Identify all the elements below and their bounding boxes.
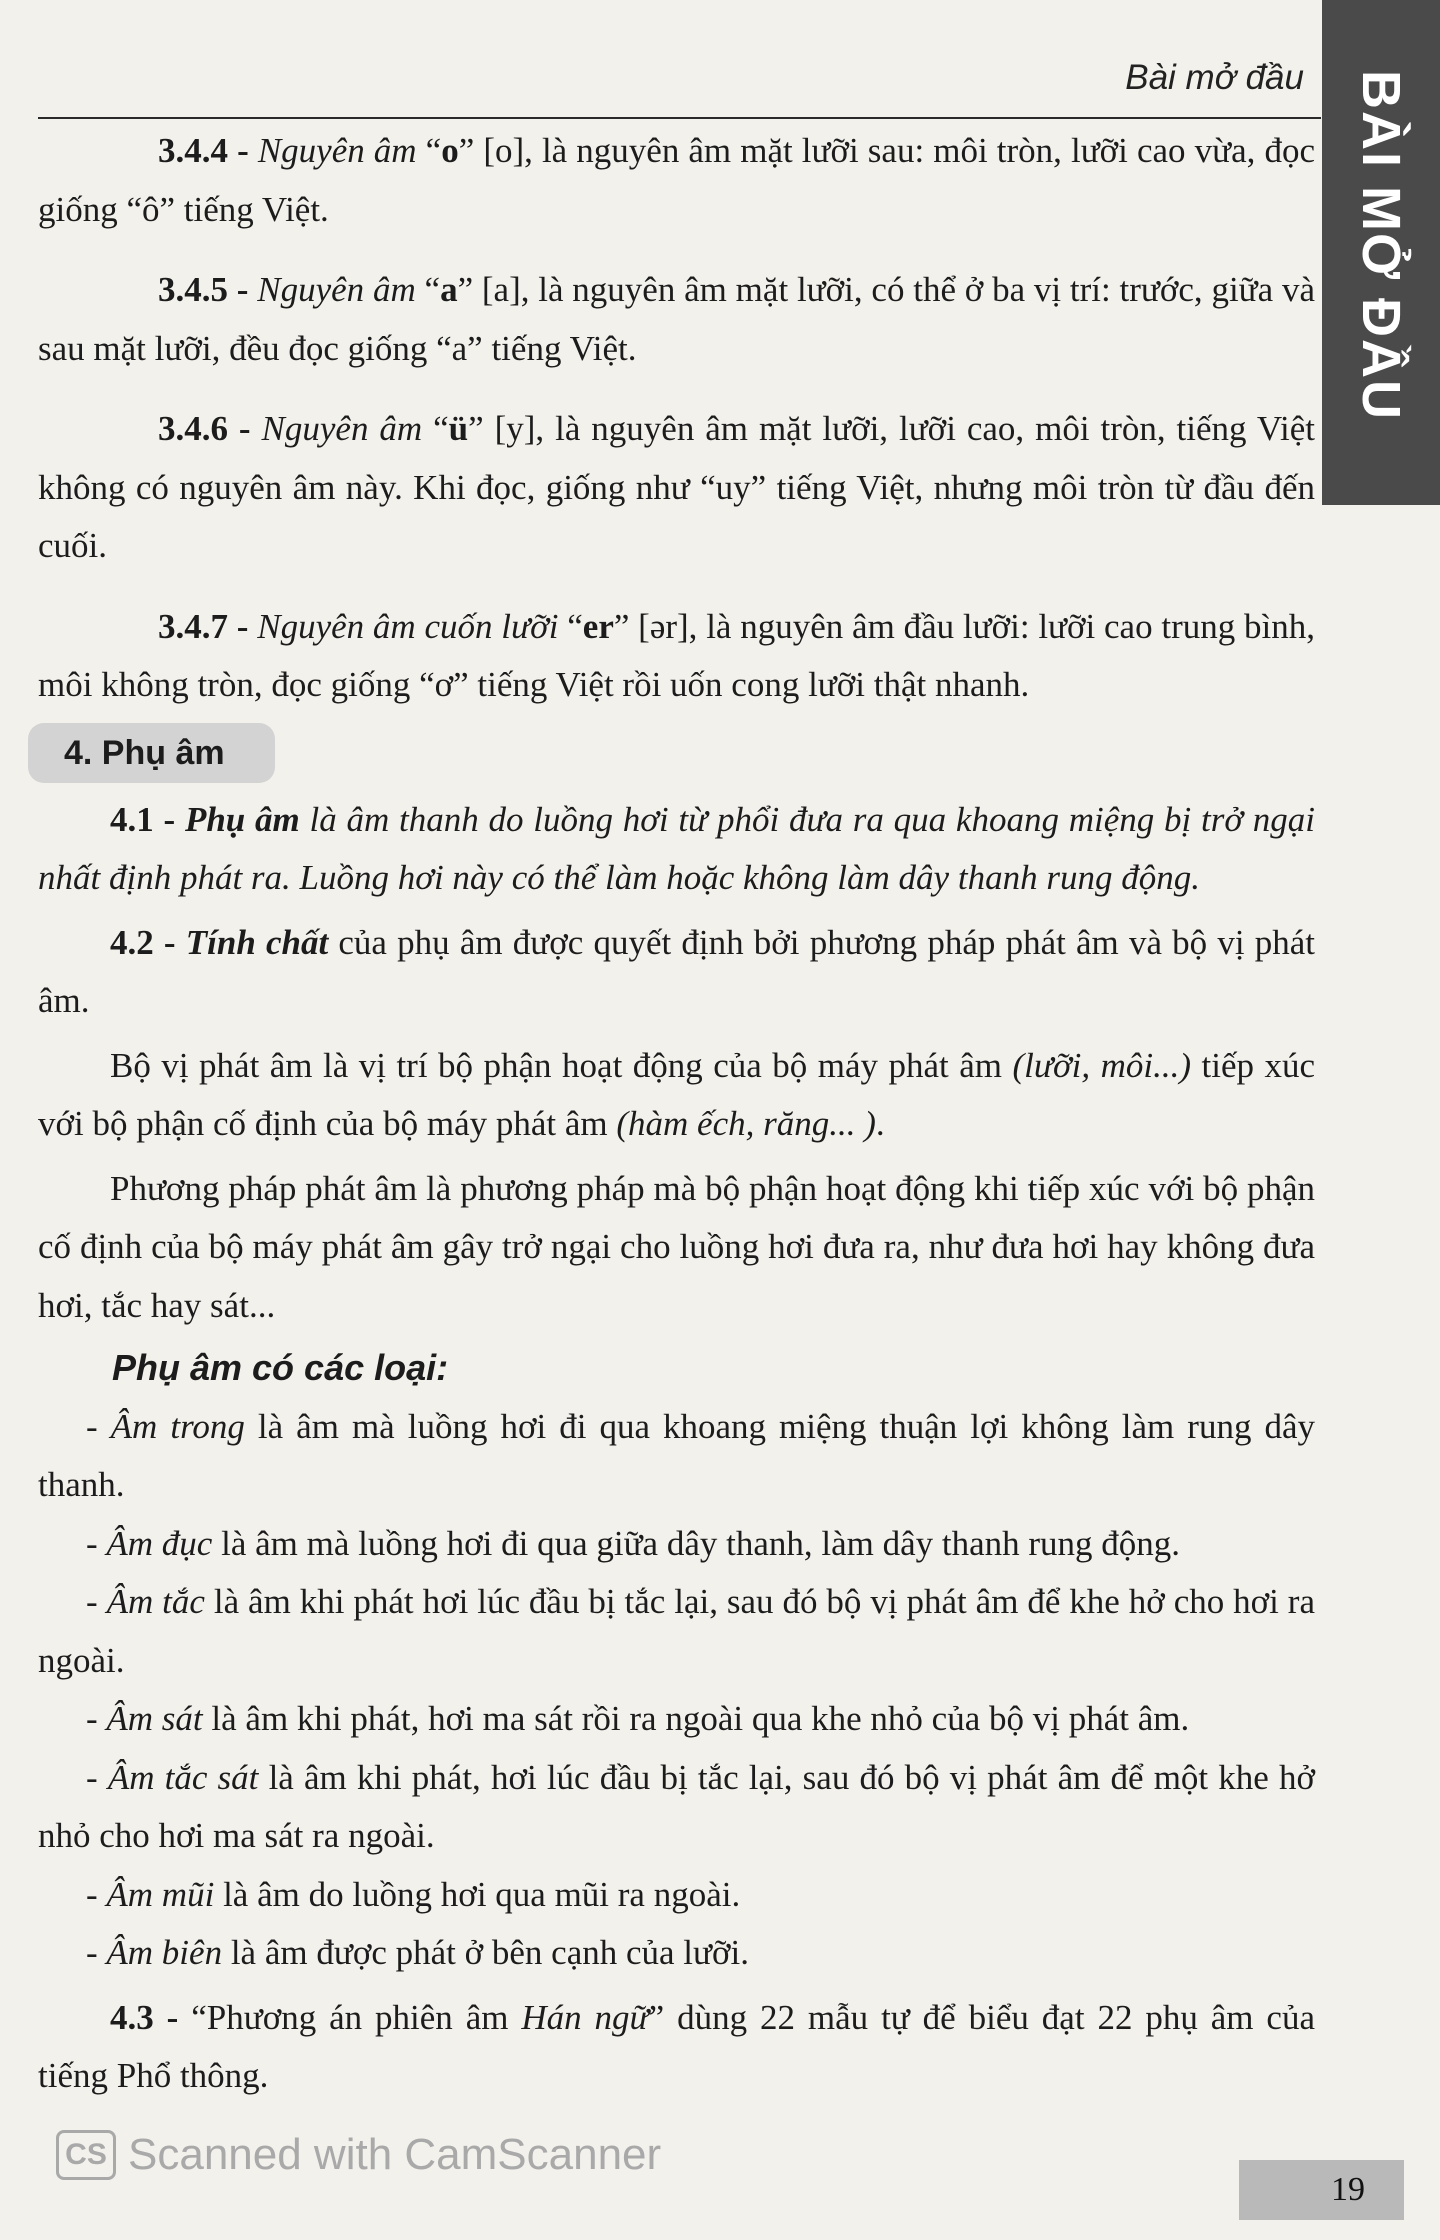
paragraph-text: ” [y], là nguyên âm mặt lưỡi, lưỡi cao, môi tròn, tiếng Việt không có nguyên âm này. Khi đọc, giống như “uy” tiếng Việt, nhưng môi tròn từ đầu đến cuối. bbox=[38, 409, 1316, 565]
paragraph-text: của phụ âm được quyết định bởi phương pháp phát âm và bộ vị phát âm. bbox=[38, 922, 1316, 1020]
quote-mark: “ bbox=[422, 409, 449, 448]
section-heading: 4. Phụ âm bbox=[28, 723, 275, 783]
paragraph-text: ” [ər], là nguyên âm đầu lưỡi: lưỡi cao trung bình, môi không tròn, đọc giống “ơ” tiếng Việt rồi uốn cong lưỡi thật nhanh. bbox=[38, 606, 1315, 704]
paragraph-number: 3.4.4 - bbox=[158, 131, 249, 170]
type-term: Âm tắc bbox=[106, 1582, 205, 1621]
scanner-text: Scanned with CamScanner bbox=[128, 2130, 662, 2179]
paragraph-number: 3.4.7 - bbox=[158, 606, 249, 646]
list-item: - Âm sát là âm khi phát, hơi ma sát rồi ra ngoài qua khe nhỏ của bộ vị phát âm. bbox=[86, 1699, 1190, 1738]
paragraph-number: 4.2 - bbox=[110, 922, 176, 962]
paragraph-number: 3.4.6 - bbox=[158, 409, 251, 448]
list-item: - Âm mũi là âm do luồng hơi qua mũi ra ngoài. bbox=[86, 1874, 741, 1914]
type-text: là âm mà luồng hơi đi qua khoang miệng thuận lợi không làm rung dây thanh. bbox=[38, 1406, 1315, 1504]
paragraph-text: là âm thanh do luồng hơi từ phổi đưa ra qua khoang miệng bị trở ngại nhất định phát ra. Luồng hơi này có thể làm hoặc không làm dây thanh rung động. bbox=[38, 799, 1316, 897]
type-term: Âm đục bbox=[106, 1523, 213, 1563]
quote-mark: “ bbox=[415, 270, 441, 309]
paragraph-bo-vi bbox=[38, 1037, 1315, 1154]
subheading-types: Phụ âm có các loại: bbox=[112, 1347, 449, 1388]
type-text: là âm do luồng hơi qua mũi ra ngoài. bbox=[214, 1874, 741, 1914]
paragraph-number: 4.3 - bbox=[110, 1997, 179, 2037]
type-text: là âm được phát ở bên cạnh của lưỡi. bbox=[222, 1933, 749, 1972]
paragraph-3-4-4 bbox=[38, 122, 1315, 239]
text-span: tiếp xúc với bộ phận cố định của bộ máy phát âm bbox=[38, 1045, 1315, 1143]
type-text: là âm khi phát, hơi lúc đầu bị tắc lại, sau đó bộ vị phát âm để một khe hở nhỏ cho hơi ma sát ra ngoài. bbox=[38, 1757, 1316, 1855]
consonant-type-list bbox=[38, 1398, 1315, 1983]
paragraph-3-4-5 bbox=[38, 261, 1315, 378]
paragraph-text: ” [o], là nguyên âm mặt lưỡi sau: môi tròn, lưỡi cao vừa, đọc giống “ô” tiếng Việt. bbox=[38, 131, 1315, 229]
running-header: Bài mở đầu bbox=[1125, 58, 1304, 97]
paragraph-number: 4.1 - bbox=[110, 799, 176, 839]
vowel-term: Nguyên âm bbox=[257, 131, 417, 170]
list-item: - Âm trong là âm mà luồng hơi đi qua khoang miệng thuận lợi không làm rung dây thanh. bbox=[38, 1406, 1315, 1504]
term-phu-am: Phụ âm bbox=[184, 799, 300, 839]
vowel-letter: a bbox=[440, 270, 458, 309]
italic-span: Hán ngữ bbox=[521, 1997, 649, 2037]
list-item: - Âm biên là âm được phát ở bên cạnh của lưỡi. bbox=[86, 1933, 749, 1972]
vowel-letter: o bbox=[441, 131, 459, 170]
paragraph-3-4-7 bbox=[38, 598, 1315, 715]
type-term: Âm sát bbox=[106, 1699, 203, 1738]
quote-mark: “ bbox=[558, 606, 583, 646]
vowel-term: Nguyên âm bbox=[257, 270, 416, 309]
paragraph-4-1 bbox=[38, 791, 1315, 908]
type-term: Âm biên bbox=[106, 1933, 223, 1972]
list-item: - Âm tắc sát là âm khi phát, hơi lúc đầu bị tắc lại, sau đó bộ vị phát âm để một khe hở nhỏ cho hơi ma sát ra ngoài. bbox=[38, 1757, 1316, 1855]
italic-span: (lưỡi, môi...) bbox=[1012, 1045, 1192, 1085]
vowel-letter: er bbox=[582, 606, 614, 646]
header-rule bbox=[38, 117, 1321, 119]
term-tinh-chat: Tính chất bbox=[185, 922, 329, 962]
vowel-term: Nguyên âm cuốn lưỡi bbox=[257, 606, 559, 646]
side-tab-label: BÀI MỞ ĐẦU bbox=[1351, 70, 1411, 422]
vowel-letter: ü bbox=[448, 409, 469, 448]
quote-mark: “ bbox=[416, 131, 442, 170]
paragraph-phuong-phap: Phương pháp phát âm là phương pháp mà bộ phận hoạt động khi tiếp xúc với bộ phận cố định của bộ máy phát âm gây trở ngại cho luồng hơi đưa ra, như đưa hơi hay không đưa hơi, tắc hay sát... bbox=[38, 1168, 1315, 1325]
paragraph-text: ” [a], là nguyên âm mặt lưỡi, có thể ở ba vị trí: trước, giữa và sau mặt lưỡi, đều đọc giống “a” tiếng Việt. bbox=[38, 270, 1316, 368]
type-text: là âm mà luồng hơi đi qua giữa dây thanh, làm dây thanh rung động. bbox=[212, 1523, 1181, 1563]
type-term: Âm tắc sát bbox=[107, 1757, 259, 1797]
type-text: là âm khi phát, hơi ma sát rồi ra ngoài qua khe nhỏ của bộ vị phát âm. bbox=[202, 1699, 1190, 1738]
type-term: Âm trong bbox=[110, 1406, 245, 1446]
text-span: “Phương án phiên âm bbox=[178, 1997, 522, 2037]
text-span: ” dùng 22 mẫu tự để biểu đạt 22 phụ âm của tiếng Phổ thông. bbox=[38, 1997, 1315, 2095]
chapter-side-tab bbox=[1322, 0, 1440, 505]
type-term: Âm mũi bbox=[106, 1874, 215, 1914]
paragraph-3-4-6 bbox=[38, 400, 1315, 576]
paragraph-number: 3.4.5 - bbox=[158, 270, 249, 309]
camscanner-watermark bbox=[56, 2130, 661, 2180]
page-number: 19 bbox=[1331, 2171, 1365, 2208]
type-text: là âm khi phát hơi lúc đầu bị tắc lại, sau đó bộ vị phát âm để khe hở cho hơi ra ngoài. bbox=[38, 1582, 1315, 1680]
text-span: Bộ vị phát âm là vị trí bộ phận hoạt động của bộ máy phát âm bbox=[110, 1045, 1013, 1085]
page-content bbox=[38, 122, 1315, 2106]
vowel-term: Nguyên âm bbox=[261, 409, 423, 448]
paragraph-4-3 bbox=[38, 1989, 1315, 2106]
paragraph-4-2 bbox=[38, 914, 1315, 1031]
list-item: - Âm đục là âm mà luồng hơi đi qua giữa dây thanh, làm dây thanh rung động. bbox=[86, 1523, 1181, 1563]
camscanner-logo-icon: CS bbox=[56, 2130, 116, 2180]
list-item: - Âm tắc là âm khi phát hơi lúc đầu bị tắc lại, sau đó bộ vị phát âm để khe hở cho hơi ra ngoài. bbox=[38, 1582, 1315, 1680]
text-span: . bbox=[875, 1104, 885, 1143]
italic-span: (hàm ếch, răng... ) bbox=[616, 1104, 876, 1143]
